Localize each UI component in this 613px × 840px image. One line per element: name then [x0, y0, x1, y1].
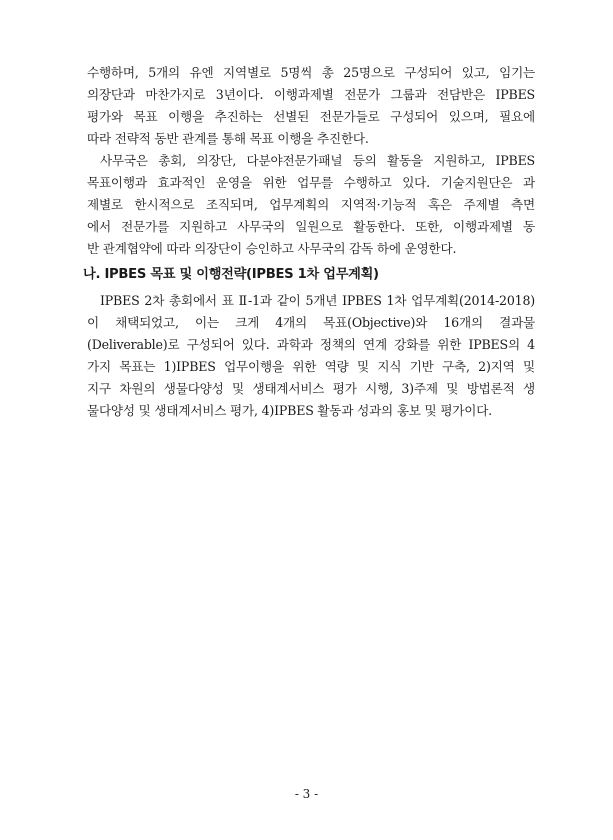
- section-line-1: IPBES 2차 총회에서 표 Ⅱ-1과 같이 5개년 IPBES 1차 업무계획(2014-2018): [100, 293, 535, 308]
- paragraph-2-line-2: 목표이행과 효과적인 운영을 위한 업무를 수행하고 있다. 기술지원단은 과: [87, 175, 535, 190]
- paragraph-1-line-2: 의장단과 마찬가지로 3년이다. 이행과제별 전문가 그룹과 전담반은 IPBES: [87, 87, 535, 102]
- section-line-3: (Deliverable)로 구성되어 있다. 과학과 정책의 연계 강화를 위한 IPBES의 4: [87, 337, 535, 352]
- section-heading: 나. IPBES 목표 및 이행전략(IPBES 1차 업무계획): [83, 267, 379, 282]
- paragraph-2-line-1: 사무국은 총회, 의장단, 다분야전문가패널 등의 활동을 지원하고, IPBES: [100, 153, 535, 168]
- paragraph-1-line-3: 평가와 목표 이행을 추진하는 선별된 전문가들로 구성되어 있으며, 필요에: [87, 109, 535, 124]
- section-line-4: 가지 목표는 1)IPBES 업무이행을 위한 역량 및 지식 기반 구축, 2)지역 및: [87, 359, 535, 374]
- section-line-5: 지구 차원의 생물다양성 및 생태계서비스 평가 시행, 3)주제 및 방법론적 생: [87, 381, 535, 396]
- paragraph-2-line-3: 제별로 한시적으로 조직되며, 업무계획의 지역적·기능적 혹은 주제별 측면: [87, 197, 535, 212]
- section-line-6: 물다양성 및 생태계서비스 평가, 4)IPBES 활동과 성과의 홍보 및 평가이다.: [87, 403, 492, 418]
- page-number: - 3 -: [294, 787, 319, 801]
- paragraph-2-line-5: 반 관계협약에 따라 의장단이 승인하고 사무국의 감독 하에 운영한다.: [87, 241, 457, 256]
- section-line-2: 이 채택되었고, 이는 크게 4개의 목표(Objective)와 16개의 결과물: [87, 315, 535, 330]
- paragraph-1-line-1: 수행하며, 5개의 유엔 지역별로 5명씩 총 25명으로 구성되어 있고, 임기는: [87, 65, 535, 80]
- paragraph-2-line-4: 에서 전문가를 지원하고 사무국의 일원으로 활동한다. 또한, 이행과제별 동: [87, 219, 535, 234]
- paragraph-1-line-4: 따라 전략적 동반 관계를 통해 목표 이행을 추진한다.: [87, 131, 369, 146]
